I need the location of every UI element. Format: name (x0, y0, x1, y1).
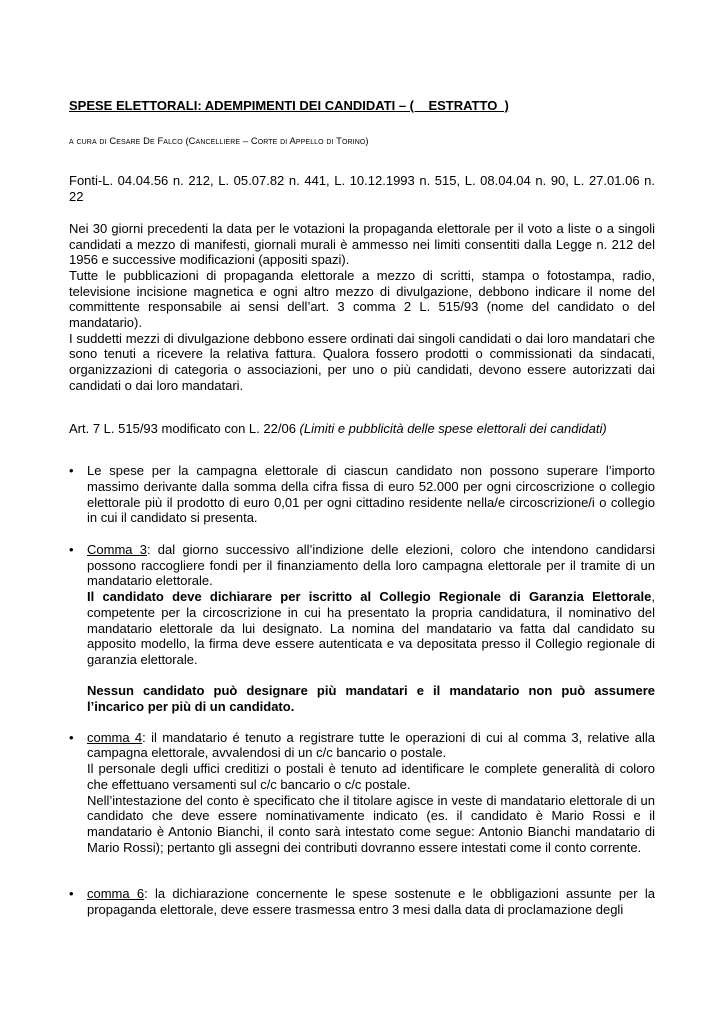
list-item (69, 542, 655, 715)
bullet-icon: • (69, 729, 74, 745)
list-item (69, 730, 655, 856)
list-item-text (87, 542, 655, 589)
list-item (69, 463, 655, 526)
bullet-icon: • (69, 542, 74, 558)
legal-sources: Fonti-L. 04.04.56 n. 212, L. 05.07.82 n. 441, L. 10.12.1993 n. 515, L. 08.04.04 n. 90, L. 27.01.06 n. 22 (69, 173, 655, 205)
intro-section (69, 221, 655, 394)
article-subject: (Limiti e pubblicità delle spese elettorali dei candidati) (299, 420, 607, 436)
comma-label: comma 4 (87, 729, 143, 745)
bullet-icon: • (69, 886, 74, 902)
list-item-text: Il personale degli uffici creditizi o postali è tenuto ad identificare le complete generalità di coloro che effettuano versamenti sul c/c bancario o c/c postale. (87, 761, 655, 792)
comma-label: comma 6 (87, 886, 145, 902)
intro-paragraph: Tutte le pubblicazioni di propaganda elettorale a mezzo di scritti, stampa o fotostampa, radio, televisione incisione magnetica e ogni altro mezzo di divulgazione, debbono indicare il nome del committente responsabile ai sensi dell’art. 3 comma 2 L. 515/93 (nome del candidato o del mandatario). (69, 267, 655, 331)
list-item (69, 886, 655, 917)
article-heading (69, 421, 655, 437)
bold-statement: Nessun candidato può designare più mandatari e il mandatario non può assumere l’incarico per più di un candidato. (87, 683, 655, 715)
list-item-body: , competente per la circoscrizione in cui ha presentato la propria candidatura, il nominativo del mandatario elettorale da lui designato. La nomina del mandatario va fatta dal candidato su apposito modello, la firma deve essere autenticata e va depositata presso il Collegio regionale di garanzia elettorale. (87, 589, 655, 667)
bullet-icon: • (69, 463, 74, 479)
bold-statement: Il candidato deve dichiarare per iscritto al Collegio Regionale di Garanzia Elettorale (87, 589, 652, 605)
list-item-body: : dal giorno successivo all’indizione delle elezioni, coloro che intendono candidarsi possono raccogliere fondi per il finanziamento della loro campagna elettorale per il tramite di un mandatario elettorale. (87, 542, 655, 589)
list-item-text (87, 730, 655, 761)
document-subtitle: a cura di Cesare De Falco (Cancelliere – Corte di Appello di Torino) (69, 134, 369, 146)
article-reference: Art. 7 L. 515/93 modificato con L. 22/06 (69, 420, 300, 436)
list-item-text (87, 589, 655, 668)
bullet-list (69, 463, 655, 918)
list-item-text (87, 886, 655, 917)
list-item-body: : la dichiarazione concernente le spese sostenute e le obbligazioni assunte per la propaganda elettorale, deve essere trasmessa entro 3 mesi dalla data di proclamazione degli (87, 886, 656, 918)
comma-label: Comma 3 (87, 542, 147, 558)
list-item-body: : il mandatario é tenuto a registrare tutte le operazioni di cui al comma 3, relative alla campagna elettorale, avvalendosi di un c/c bancario o postale. (87, 729, 655, 761)
intro-paragraph: Nei 30 giorni precedenti la data per le votazioni la propaganda elettorale per il voto a liste o a singoli candidati a mezzo di manifesti, giornali murali è ammesso nei limiti consentiti dalla Legge n. 212 del 1956 e successive modificazioni (appositi spazi). (69, 220, 655, 268)
document-title: SPESE ELETTORALI: ADEMPIMENTI DEI CANDIDATI – ( ESTRATTO ) (69, 98, 509, 113)
intro-paragraph: I suddetti mezzi di divulgazione debbono essere ordinati dai singoli candidati o dai loro mandatari che sono tenuti a ricevere la relativa fattura. Qualora fossero prodotti o commissionati da sindacati, organizzazioni di categoria o associazioni, per uno o più candidati, devono essere autorizzati dai candidati o dai loro mandatari. (69, 330, 655, 393)
list-item-text: Nell’intestazione del conto è specificato che il titolare agisce in veste di mandatario elettorale di un candidato che deve essere nominativamente indicato (es. il candidato è Mario Rossi e il mandatario è Antonio Bianchi, il conto sarà intestato come segue: Antonio Bianchi mandatario di Mario Rossi); pertanto gli assegni dei contributi dovranno essere intestati come il conto corrente. (87, 792, 655, 855)
list-item-text: Le spese per la campagna elettorale di ciascun candidato non possono superare l’importo massimo derivante dalla somma della cifra fissa di euro 52.000 per ogni circoscrizione o collegio elettorale più il prodotto di euro 0,01 per ogni cittadino residente nella/e circoscrizione/i o collegio in cui il candidato si presenta. (87, 463, 655, 526)
document-body (69, 98, 655, 918)
